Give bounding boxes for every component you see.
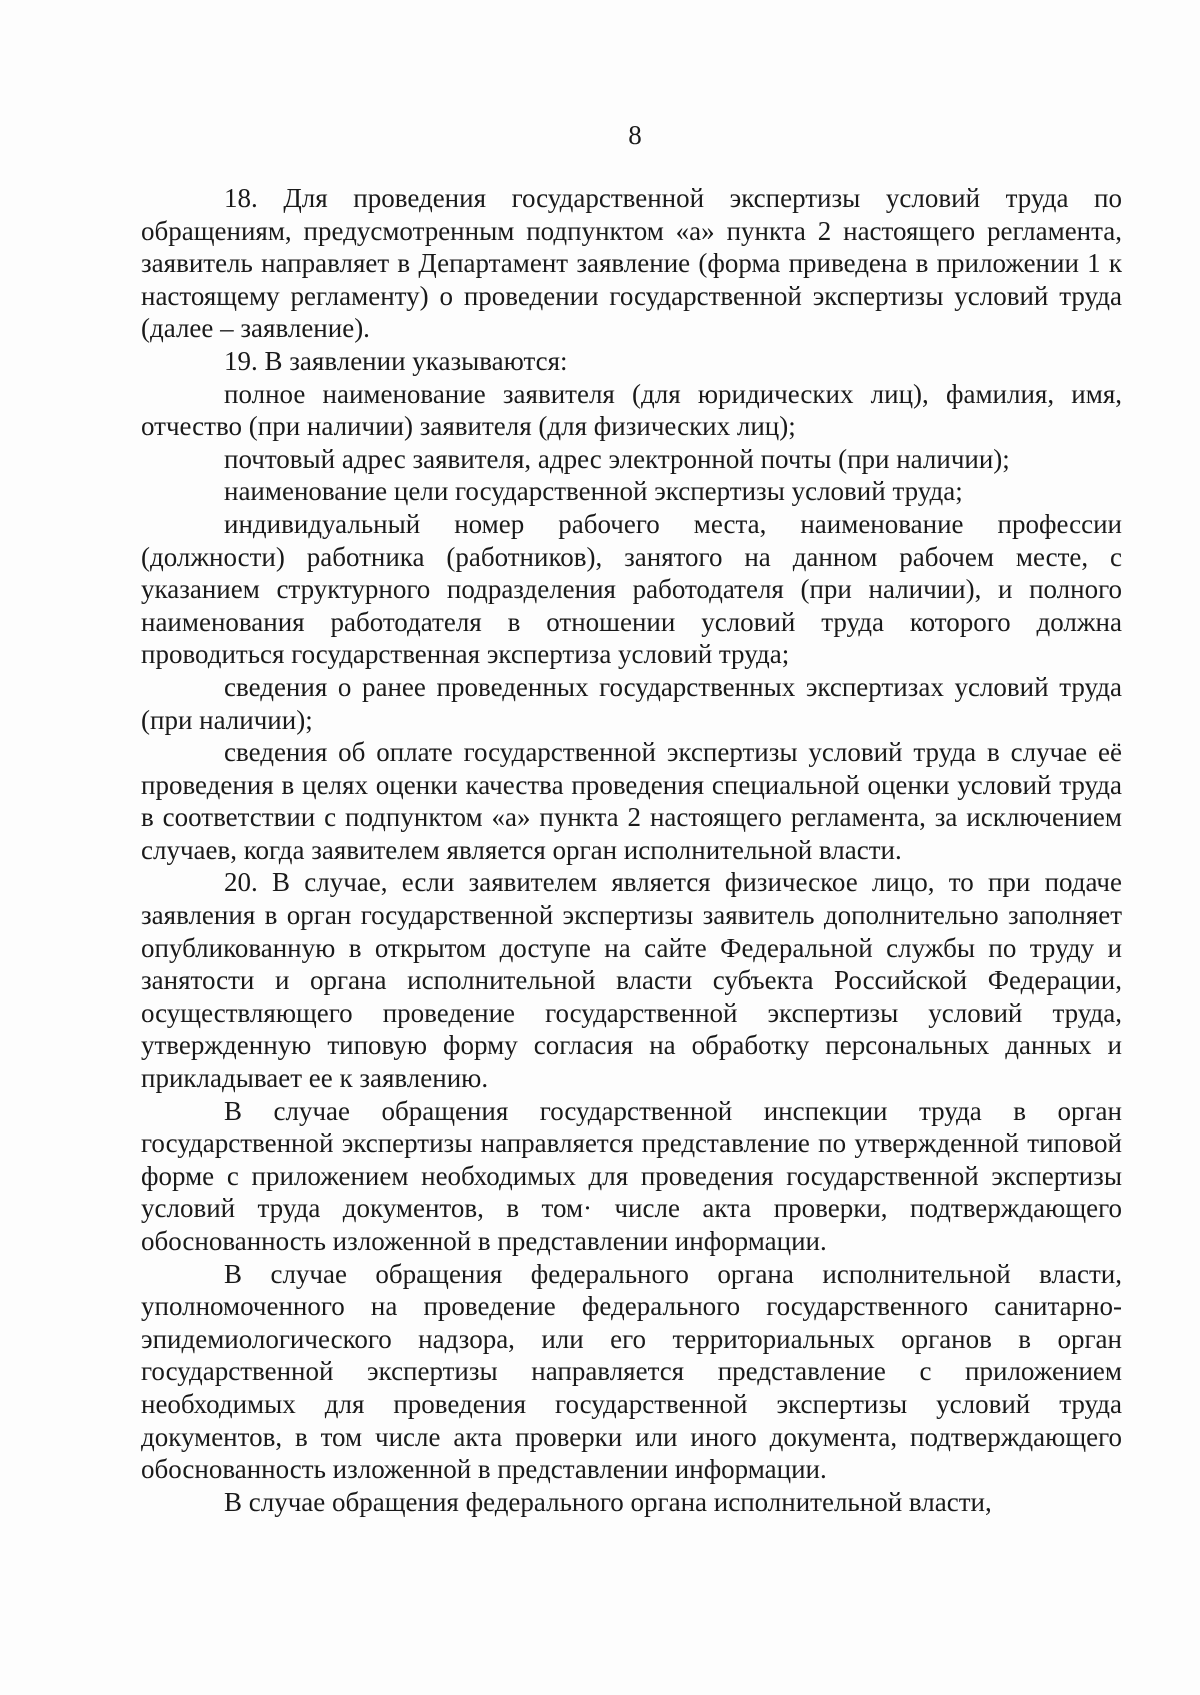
list-item-expertise-purpose: наименование цели государственной экспертизы условий труда; <box>224 476 963 507</box>
list-item-workplace-number: индивидуальный номер рабочего места, наименование профессии (должности) работника (работников), занятого на данном рабочем месте, с указанием структурного подразделения работодателя (при наличии), и полного наименования работодателя в отношении условий труда которого должна проводиться государственная экспертиза условий труда; <box>141 508 1122 670</box>
document-body <box>141 182 1122 1518</box>
paragraph-sanitary-supervision: В случае обращения федерального органа исполнительной власти, уполномоченного на проведение федерального государственного санитарно-эпидемиологического надзора, или его территориальных органов в орган государственной экспертизы направляется представление с приложением необходимых для проведения государственной экспертизы условий труда документов, в том числе акта проверки или иного документа, подтверждающего обоснованность изложенной в представлении информации. <box>141 1258 1122 1485</box>
page-number: 8 <box>628 120 642 150</box>
list-item-postal-address: почтовый адрес заявителя, адрес электронной почты (при наличии); <box>224 443 1010 474</box>
list-item-applicant-name: полное наименование заявителя (для юридических лиц), фамилия, имя, отчество (при наличии) заявителя (для физических лиц); <box>141 378 1122 442</box>
paragraph-20: 20. В случае, если заявителем является физическое лицо, то при подаче заявления в орган государственной экспертизы заявитель дополнительно заполняет опубликованную в открытом доступе на сайте Федеральной службы по труду и занятости и органа исполнительной власти субъекта Российской Федерации, осуществляющего проведение государственной экспертизы условий труда, утвержденную типовую форму согласия на обработку персональных данных и прикладывает ее к заявлению. <box>141 867 1122 1094</box>
paragraph-18: 18. Для проведения государственной экспертизы условий труда по обращениям, предусмотренным подпунктом «а» пункта 2 настоящего регламента, заявитель направляет в Департамент заявление (форма приведена в приложении 1 к настоящему регламенту) о проведении государственной экспертизы условий труда (далее – заявление). <box>141 183 1122 344</box>
paragraph-federal-authority: В случае обращения федерального органа исполнительной власти, <box>224 1486 992 1517</box>
list-item-payment-info: сведения об оплате государственной экспертизы условий труда в случае её проведения в целях оценки качества проведения специальной оценки условий труда в соответствии с подпунктом «а» пункта 2 настоящего регламента, за исключением случаев, когда заявителем является орган исполнительной власти. <box>141 737 1122 865</box>
paragraph-19-heading: 19. В заявлении указываются: <box>224 345 568 376</box>
list-item-previous-expertise: сведения о ранее проведенных государственных экспертизах условий труда (при наличии); <box>141 671 1122 735</box>
paragraph-labor-inspection: В случае обращения государственной инспекции труда в орган государственной экспертизы направляется представление по утвержденной типовой форме с приложением необходимых для проведения государственной экспертизы условий труда документов, в том· числе акта проверки, подтверждающего обоснованность изложенной в представлении информации. <box>141 1095 1122 1256</box>
